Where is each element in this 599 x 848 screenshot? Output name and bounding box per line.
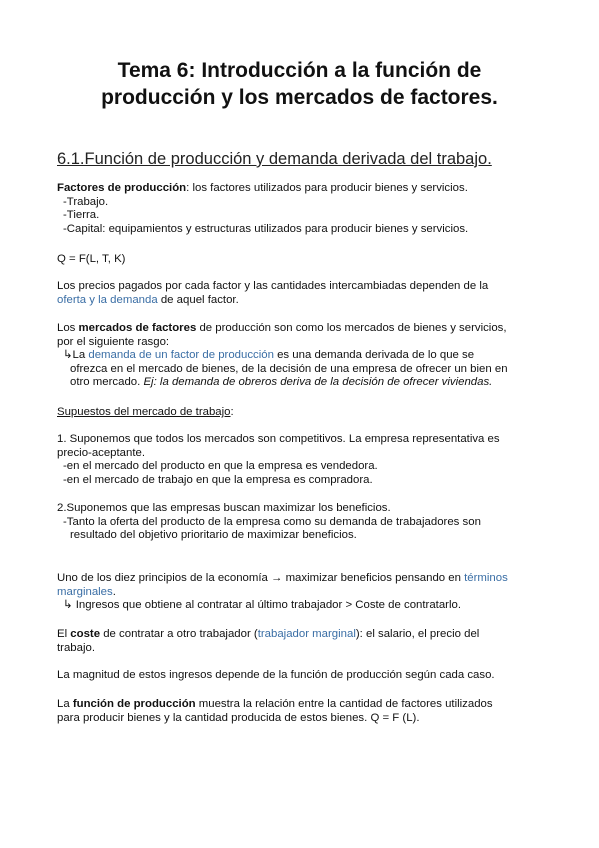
coste-pre: El xyxy=(57,628,71,640)
principios-block xyxy=(57,572,542,613)
funcion-block xyxy=(57,698,542,725)
page-title xyxy=(30,57,569,111)
demanda-factor-link[interactable]: demanda de un factor de producción xyxy=(88,349,274,362)
formula-general: Q = F(L, T, K) xyxy=(57,253,126,265)
coste-term: coste xyxy=(70,628,101,640)
principios-text: Uno de los diez principios de la economía → maximizar beneficios pensando en xyxy=(57,572,465,584)
mercados-arrow-rest: es una demanda derivada de lo que se xyxy=(273,349,475,362)
mercados-line-2: por el siguiente rasgo: xyxy=(57,335,170,348)
principios-line-3: ↳ Ingresos que obtiene al contratar al último trabajador > Coste de contratarlo. xyxy=(63,599,461,612)
mercados-example: Ej: la demanda de obreros deriva de la decisión de ofrecer viviendas. xyxy=(143,376,493,389)
supuesto-1-block xyxy=(57,433,542,487)
trabajador-marginal-link[interactable]: trabajador marginal xyxy=(257,628,356,640)
funcion-pre: La xyxy=(57,698,73,710)
supuesto-1-line-1: 1. Suponemos que todos los mercados son competitivos. La empresa representativa es xyxy=(57,433,500,445)
mercados-block xyxy=(57,322,542,390)
principios-line-1 xyxy=(57,572,542,586)
supuesto-2-line-1: 2.Suponemos que las empresas buscan maximizar los beneficios. xyxy=(57,502,391,514)
mercados-line-4: ofrezca en el mercado de bienes, de la decisión de una empresa de ofrecer un bien en xyxy=(70,362,508,375)
factores-term: Factores de producción xyxy=(57,182,187,194)
title-line-1: Tema 6: Introducción a la función de xyxy=(117,59,482,82)
supuestos-colon: : xyxy=(230,406,234,418)
precios-line-2 xyxy=(57,294,542,308)
section-heading: 6.1.Función de producción y demanda derivada del trabajo. xyxy=(57,150,492,168)
coste-line-2: trabajo. xyxy=(57,641,95,654)
supuesto-1-line-2: precio-aceptante. xyxy=(57,446,146,459)
title-line-2: producción y los mercados de factores. xyxy=(101,86,498,109)
mercados-line-5 xyxy=(57,376,542,390)
factores-block xyxy=(57,182,542,236)
precios-rest: de aquel factor. xyxy=(157,293,239,306)
supuestos-heading-text: Supuestos del mercado de trabajo xyxy=(57,406,231,418)
supuestos-heading-block xyxy=(57,406,542,420)
magnitud-line: La magnitud de estos ingresos depende de la función de producción según cada caso. xyxy=(57,669,495,681)
factores-item: -Trabajo. xyxy=(63,195,109,208)
factores-definition-line xyxy=(57,182,542,196)
mercados-term: mercados de factores xyxy=(78,322,197,334)
oferta-demanda-link[interactable]: oferta y la demanda xyxy=(57,293,158,306)
funcion-line-1 xyxy=(57,698,542,712)
terminos-link[interactable]: términos xyxy=(464,572,508,584)
precios-block xyxy=(57,280,542,307)
formula-block xyxy=(57,253,542,267)
factores-item: -Capital: equipamientos y estructuras utilizados para producir bienes y servicios. xyxy=(63,222,469,235)
funcion-line-2: para producir bienes y la cantidad producida de estos bienes. Q = F (L). xyxy=(57,711,420,724)
coste-rest: ): el salario, el precio del xyxy=(355,628,480,640)
mercados-arrow-pre: ↳La xyxy=(63,349,89,362)
mercados-line5-pre: otro mercado. xyxy=(70,376,144,389)
coste-mid: de contratar a otro trabajador ( xyxy=(100,628,258,640)
marginales-link[interactable]: marginales xyxy=(57,585,113,598)
funcion-rest: muestra la relación entre la cantidad de factores utilizados xyxy=(195,698,493,710)
principios-line-2 xyxy=(57,586,542,600)
principios-period: . xyxy=(112,585,116,598)
supuesto-1-item: -en el mercado de trabajo en que la empresa es compradora. xyxy=(63,473,373,486)
supuesto-2-line-2: -Tanto la oferta del producto de la empresa como su demanda de trabajadores son xyxy=(63,515,481,528)
mercados-line-1 xyxy=(57,322,542,336)
factores-item: -Tierra. xyxy=(63,209,100,222)
precios-line-1: Los precios pagados por cada factor y las cantidades intercambiadas dependen de la xyxy=(57,280,489,292)
supuesto-1-item: -en el mercado del producto en que la empresa es vendedora. xyxy=(63,460,378,473)
mercados-line1-rest: de producción son como los mercados de bienes y servicios, xyxy=(196,322,507,334)
coste-block xyxy=(57,628,542,655)
funcion-term: función de producción xyxy=(72,698,196,710)
factores-definition: : los factores utilizados para producir bienes y servicios. xyxy=(186,182,468,194)
supuestos-heading xyxy=(57,406,542,420)
mercados-pre: Los xyxy=(57,322,79,334)
supuesto-2-line-3: resultado del objetivo prioritario de maximizar beneficios. xyxy=(70,529,357,542)
coste-line-1 xyxy=(57,628,542,642)
supuesto-2-block xyxy=(57,502,542,543)
mercados-line-3 xyxy=(57,349,542,363)
magnitud-block xyxy=(57,669,542,683)
